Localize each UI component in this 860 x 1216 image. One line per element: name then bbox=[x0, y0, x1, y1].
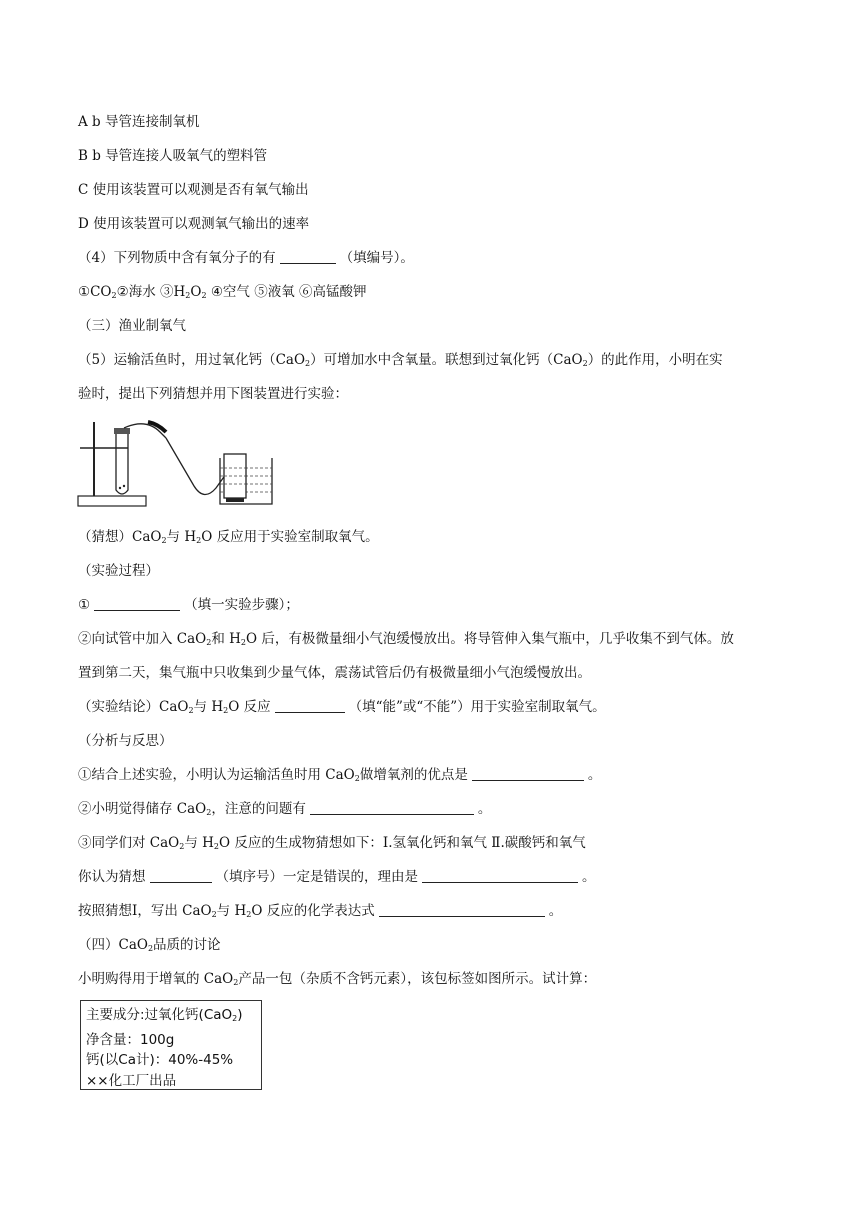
label-calcium-content: 钙(以Ca计)：40%-45% bbox=[86, 1052, 234, 1068]
analysis-4: 你认为猜想 （填序号）一定是错误的，理由是 。 bbox=[78, 869, 596, 885]
answer-blank[interactable] bbox=[472, 766, 584, 781]
label-main-ingredient: 主要成分:过氧化钙(CaO$_2$) bbox=[86, 1007, 243, 1023]
answer-blank[interactable] bbox=[275, 698, 345, 713]
question-5: （5）运输活鱼时，用过氧化钙（CaO$_2$）可增加水中含氧量。联想到过氧化钙（CaO$_2$）的此作用，小明在实 bbox=[78, 352, 723, 368]
step-1: ① （填一实验步骤）； bbox=[78, 597, 299, 613]
answer-blank[interactable] bbox=[422, 868, 578, 883]
analysis-heading: （分析与反思） bbox=[78, 733, 173, 749]
question-6: 小明购得用于增氧的 CaO$_2$产品一包（杂质不含钙元素），该包标签如图所示。试计算： bbox=[78, 971, 597, 987]
product-label bbox=[80, 1000, 262, 1090]
section-3-heading: （三）渔业制氧气 bbox=[78, 318, 186, 334]
analysis-2: ②小明觉得储存 CaO$_2$，注意的问题有 。 bbox=[78, 801, 492, 817]
question-4 bbox=[78, 248, 414, 268]
q4-suffix: （填编号）。 bbox=[339, 250, 414, 266]
step-2-line2: 置到第二天，集气瓶中只收集到少量气体，震荡试管后仍有极微量细小气泡缓慢放出。 bbox=[78, 665, 591, 681]
answer-blank[interactable] bbox=[94, 596, 180, 611]
option-a: A b 导管连接制氧机 bbox=[78, 114, 200, 130]
process-heading: （实验过程） bbox=[78, 563, 159, 579]
q4-choices: $①CO_2②$海水 $③H_2O_2$ ④空气 ⑤液氧 ⑥高锰酸钾 bbox=[78, 284, 367, 300]
answer-blank[interactable] bbox=[379, 902, 545, 917]
answer-blank[interactable] bbox=[150, 868, 212, 883]
hypothesis: （猜想）CaO$_2$与 $H_2O$ 反应用于实验室制取氧气。 bbox=[78, 529, 379, 545]
answer-blank[interactable] bbox=[310, 800, 474, 815]
answer-blank[interactable] bbox=[280, 249, 336, 264]
option-c: C 使用该装置可以观测是否有氧气输出 bbox=[78, 182, 309, 198]
option-d: D 使用该装置可以观测氧气输出的速率 bbox=[78, 216, 310, 232]
label-manufacturer: ××化工厂出品 bbox=[86, 1072, 177, 1089]
analysis-5: 按照猜想Ⅰ，写出 CaO$_2$与 $H_2O$ 反应的化学表达式 。 bbox=[78, 903, 563, 919]
label-net-weight: 净含量：100g bbox=[86, 1031, 175, 1048]
q4-text: （4）下列物质中含有氧分子的有 bbox=[78, 250, 276, 266]
section-4-heading: （四）CaO$_2$品质的讨论 bbox=[78, 937, 221, 953]
experiment-apparatus-diagram bbox=[76, 418, 276, 510]
step-2: ②向试管中加入 CaO$_2$和 $H_2O$ 后，有极微量细小气泡缓慢放出。将导管伸入集气瓶中，几乎收集不到气体。放 bbox=[78, 631, 734, 647]
question-5-line2: 验时，提出下列猜想并用下图装置进行实验： bbox=[78, 386, 348, 402]
analysis-3: ③同学们对 CaO$_2$与 $H_2O$ 反应的生成物猜想如下：Ⅰ.氢氧化钙和氧气 Ⅱ.碳酸钙和氧气 bbox=[78, 835, 586, 851]
conclusion: （实验结论）CaO$_2$与 $H_2O$ 反应 （填“能”或“不能”）用于实验室制取氧气。 bbox=[78, 699, 606, 715]
analysis-1: ①结合上述实验，小明认为运输活鱼时用 CaO$_2$做增氧剂的优点是 。 bbox=[78, 767, 602, 783]
option-b: B b 导管连接人吸氧气的塑料管 bbox=[78, 148, 268, 164]
